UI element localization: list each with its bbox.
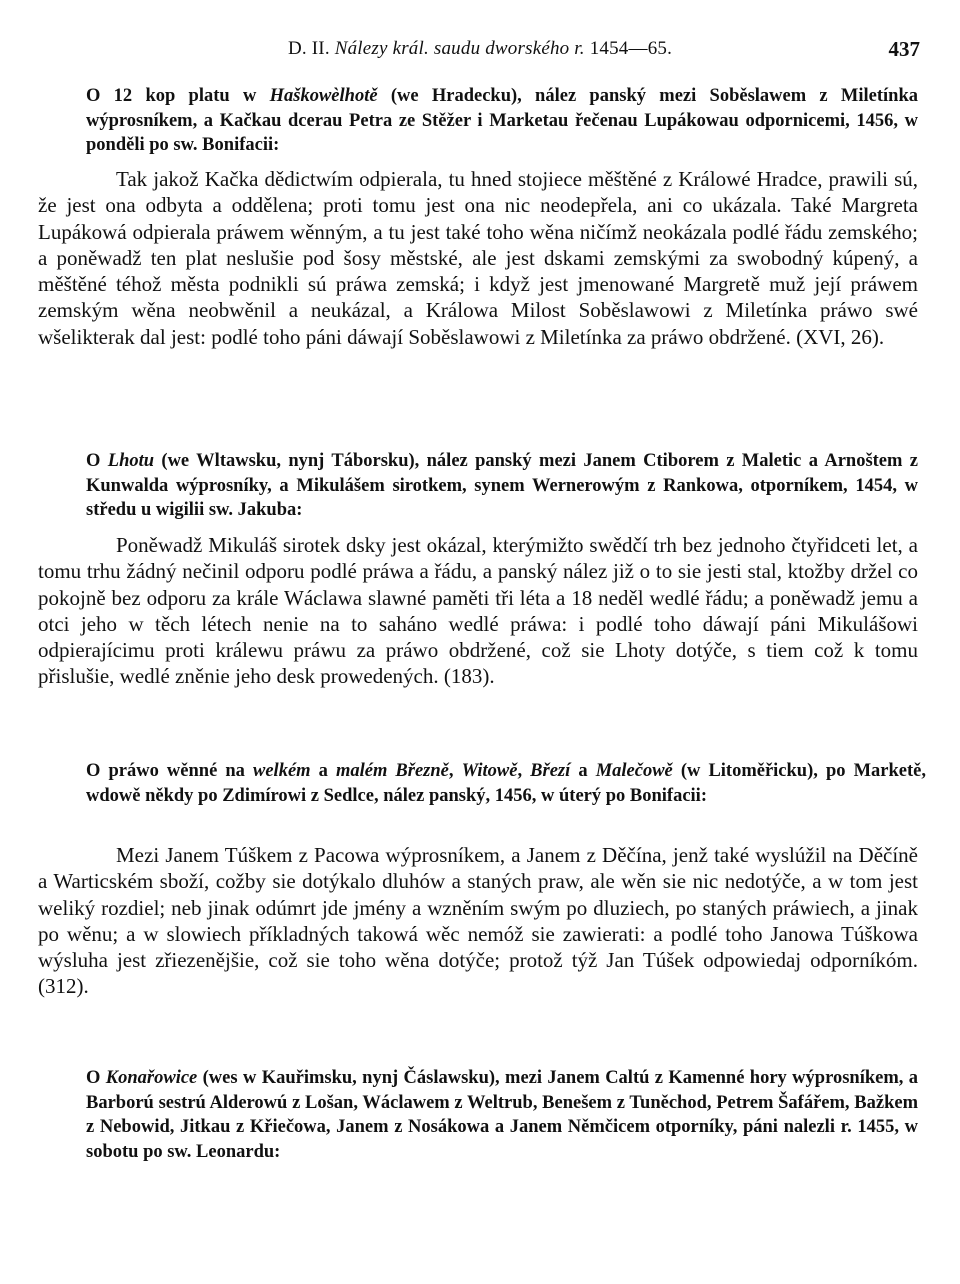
running-title-text: Nálezy král. saudu dworského r.	[334, 38, 585, 59]
entry-2-summary-rest: (we Wltawsku, nynj Táborsku), nález panský mezi Janem Ctiborem z Maletic a Arnoštem z Kunwalda wýprosníky, a Mikulášem sirotkem, synem Wernerowým z Rankowa, otporníkem, 1454, w středu u wigilii sw. Jakuba:	[86, 451, 918, 521]
entry-3-place-4: Březí	[530, 761, 571, 781]
entry-4-place: Konařowice	[105, 1068, 198, 1088]
entry-1-place: Haškowèlhotě	[269, 86, 378, 106]
page-number: 437	[888, 37, 920, 61]
entry-2-body	[38, 532, 918, 690]
entry-3-body-text: Mezi Janem Túškem z Pacowa wýprosníkem, a Janem z Děčína, jenž také wyslúžil na Děčíně a Warticském sboží, cožby sie dotýkalo dluhów a staných praw, ale wěn sie nic nedotýče, a w tom jest weliký rozdiel; neb jinak odúmrt jde jmény a wzněním swým po dluziech, po staných práwiech, a jinak po wěnu; a w slowiech příkladných takowá wěc nemóž sie zawierati: a podlé toho Janowa Túškowa wýsluha jest zřiezenějšie, což sie toho wěna dotýče; protož týž Jan Túšek odpowiedaj odporníkóm. (312).	[38, 843, 918, 999]
entry-3-place-1: welkém	[253, 761, 311, 781]
year-range: 1454—65.	[589, 38, 673, 59]
entry-3-place-5: Malečowě	[595, 761, 673, 781]
entry-1-summary-rest: (we Hradecku), nález panský mezi Soběslawem z Miletínka wýprosníkem, a Kačkau dcerau Petra ze Stěžer i Marketau řečenau Lupákowau odpornicemi, 1456, w ponděli po sw. Bonifacii:	[86, 86, 918, 156]
entry-3-summary-prefix: O práwo wěnné na	[86, 761, 253, 781]
entry-1-summary	[86, 84, 918, 158]
entry-4-summary	[86, 1066, 918, 1164]
running-header	[0, 38, 960, 68]
entry-3-summary: O práwo wěnné na welkém a malém Březně, Witowě, Březí a Malečowě (w Litoměřicku), po Marketě, wdowě někdy po Zdimírowi z Sedlce, nález panský, 1456, w úterý po Bonifacii:	[86, 761, 927, 806]
entry-3-place-3: Witowě	[461, 761, 518, 781]
entry-2-summary-prefix: O	[86, 451, 108, 471]
entry-3-summary-rest: (w Litoměřicku), po Marketě, wdowě někdy po Zdimírowi z Sedlce, nález panský, 1456, w úterý po Bonifacii:	[86, 761, 927, 806]
entry-4-summary-rest: (wes w Kauřimsku, nynj Čáslawsku), mezi Janem Caltú z Kamenné hory wýprosníkem, a Barború sestrú Alderowú z Lošan, Wáclawem z Weltrub, Benešem z Tuněchod, Petrem Šafářem, Bažkem z Nebowid, Jitkau z Křiečowa, Janem z Nosákowa a Janem Němčicem otporníky, páni nalezli r. 1455, w sobotu po sw. Leonardu:	[86, 1068, 919, 1162]
entry-2-place: Lhotu	[107, 451, 155, 471]
entry-2-summary	[86, 449, 918, 523]
entry-1-body-text: Tak jakož Kačka dědictwím odpierala, tu hned stojiece měštěné z Králowé Hradce, prawili sú, že jest ona odbyta a oddělena; proti tomu jest ona nic neodepřela, ani co ukázala. Také Margreta Lupákowá odpierala práwem wěnným, a tu jest také toho wěna ničímž neokázala podlé řádu zemského; a poněwadž ten plat neslušie pod šosy městské, ale jest dskami zemskými za swobodný kúpený, a měštěné téhož města podnikli sú práwa zemská; i když jest jmenowané Margretě muž její práwem zemským wěna neobwěnil a neukázal, a Králowa Milost Soběslawowi z Miletínka práwo swé wšelikterak dal jest: podlé toho páni dáwají Soběslawowi z Miletínka za práwo obdržené. (XVI, 26).	[38, 167, 918, 349]
entry-4-summary-prefix: O	[86, 1068, 106, 1088]
entry-3-place-2: malém Březně	[335, 761, 449, 781]
entry-1-summary-prefix: O 12 kop platu w	[86, 86, 270, 106]
entry-3-body	[38, 842, 918, 1000]
running-title	[0, 38, 960, 60]
entry-2-body-text: Poněwadž Mikuláš sirotek dsky jest okázal, kterýmižto swědčí trh bez jednoho čtyřidceti let, a tomu trhu žádný nečinil odporu podlé práwa a řádu, a panský nález již o to sie jesti stal, ktožby držel co pokojně bez odporu za krále Wáclawa slawné paměti tři léta a 18 neděl wedlé řádu; a poněwadž jemu a otci jeho w těch létech nenie na to saháno wedlé práwa: i podlé toho dáwají páni Mikulášowi odpierajícimu proti králewu práwu za práwo obdržené, což sie Lhoty dotýče, s tiem což k tomu přislušie, wedlé zněnie jeho desk prowedených. (183).	[38, 533, 918, 689]
entry-1-body	[38, 166, 918, 350]
section-label: D. II.	[287, 38, 330, 59]
